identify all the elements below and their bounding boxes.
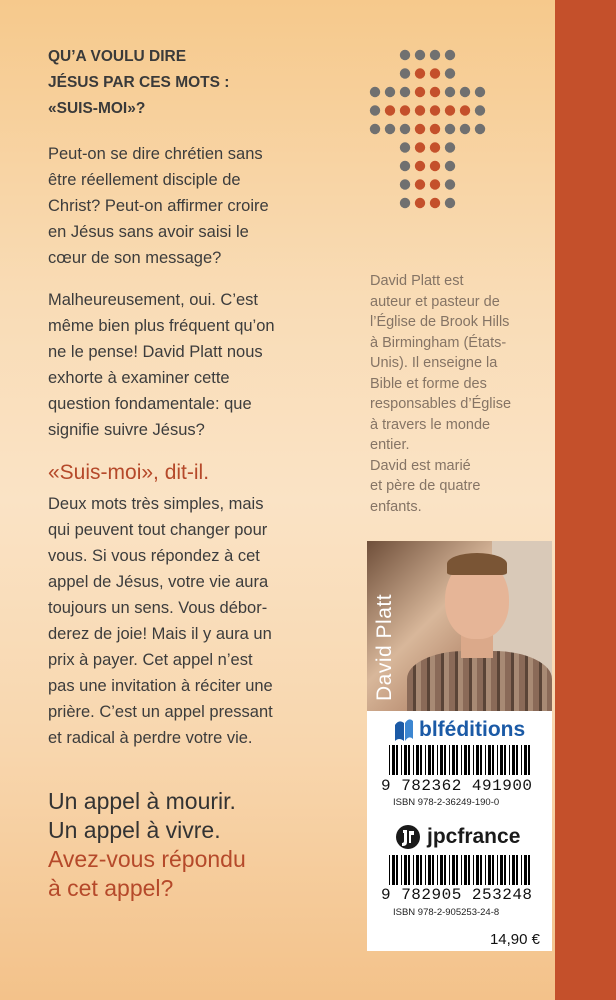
barcode-bar	[497, 745, 498, 775]
barcode-bar	[500, 745, 503, 775]
barcode-bar	[473, 745, 474, 775]
barcode-bar	[401, 855, 402, 885]
cross-dot	[430, 161, 440, 171]
intro-paragraph	[48, 141, 348, 271]
barcode-bar	[440, 745, 443, 775]
barcode-bar	[404, 745, 407, 775]
cross-dot	[400, 179, 410, 189]
book-icon	[393, 717, 415, 743]
closing-question-line: à cet appel?	[48, 875, 174, 901]
text-line: Deux mots très simples, mais	[48, 495, 264, 513]
publisher-blf-name: blféditions	[419, 718, 526, 741]
author-name-vertical: David Platt	[373, 593, 396, 701]
cross-dot	[400, 161, 410, 171]
barcode-bar	[512, 745, 515, 775]
barcode-bar	[392, 745, 395, 775]
bio-line: Unis). Il enseigne la	[370, 355, 498, 371]
barcode-bar	[509, 745, 510, 775]
third-paragraph	[48, 491, 348, 751]
barcode-bar	[401, 745, 402, 775]
barcode-bar	[492, 855, 494, 885]
barcode-bar	[500, 855, 503, 885]
cross-dot	[400, 68, 410, 78]
cross-dot	[430, 50, 440, 60]
cross-dot	[370, 105, 380, 115]
barcode-bar	[485, 745, 486, 775]
barcode-bar	[516, 745, 518, 775]
text-line: prière. C’est un appel pressant	[48, 703, 273, 721]
barcode-bar	[432, 745, 434, 775]
cross-dot	[430, 105, 440, 115]
cross-dot	[445, 87, 455, 97]
cross-dot	[415, 87, 425, 97]
bio-line: entier.	[370, 437, 410, 453]
cross-dot	[415, 161, 425, 171]
cross-dot	[460, 87, 470, 97]
cross-dot	[445, 68, 455, 78]
barcode-bar	[504, 855, 506, 885]
text-line: pas une invitation à réciter une	[48, 677, 273, 695]
text-line: Peut-on se dire chrétien sans	[48, 145, 263, 163]
cross-dot	[430, 179, 440, 189]
barcode-bar	[444, 855, 446, 885]
barcode-bar	[473, 855, 474, 885]
cross-dot	[460, 105, 470, 115]
cross-dot	[430, 87, 440, 97]
barcode-bar	[437, 855, 438, 885]
text-line: question fondamentale: que	[48, 395, 252, 413]
barcode-bar	[521, 745, 522, 775]
barcode-bar	[437, 745, 438, 775]
bio-line: l’Église de Brook Hills	[370, 314, 510, 330]
barcode-bar	[497, 855, 498, 885]
barcode-bar	[444, 745, 446, 775]
bio-line: et père de quatre	[370, 478, 481, 494]
text-line: derez de joie! Mais il y aura un	[48, 625, 272, 643]
barcode-bar	[528, 855, 530, 885]
bio-line: responsables d’Église	[370, 396, 512, 412]
barcode-1-digits: 9 782362 491900	[381, 777, 533, 795]
text-line: cœur de son message?	[48, 249, 222, 267]
text-line: toujours un sens. Vous débor-	[48, 599, 268, 617]
cross-dot	[415, 142, 425, 152]
barcode-bar	[389, 855, 390, 885]
barcode-bar	[488, 855, 491, 885]
isbn-1: ISBN 978-2-36249-190-0	[393, 797, 500, 808]
cross-dot	[475, 124, 485, 134]
cross-dot	[415, 50, 425, 60]
barcode-2-digits: 9 782905 253248	[381, 886, 533, 904]
barcode-bar	[389, 745, 390, 775]
bio-line: Bible et forme des	[370, 375, 487, 392]
barcode-bar	[488, 745, 491, 775]
barcode-bar	[512, 855, 515, 885]
barcode-bar	[428, 855, 431, 885]
barcode-bar	[509, 855, 510, 885]
barcode-panel	[367, 711, 552, 951]
text-line: appel de Jésus, votre vie aura	[48, 573, 269, 591]
cross-dot	[370, 87, 380, 97]
publisher-blf-logo	[393, 717, 525, 743]
barcode-bar	[449, 855, 450, 885]
barcode-bar	[428, 745, 431, 775]
cross-dot	[400, 198, 410, 208]
barcode-bar	[524, 745, 527, 775]
cross-dot	[415, 68, 425, 78]
bio-line: David est marié	[370, 457, 471, 474]
barcode-bar	[416, 855, 419, 885]
barcode-bar	[476, 745, 479, 775]
barcode-bar	[408, 745, 410, 775]
barcode-bar	[420, 745, 422, 775]
barcode-bar	[396, 745, 398, 775]
barcode-bar	[521, 855, 522, 885]
text-line: être réellement disciple de	[48, 171, 241, 189]
barcode-bar	[452, 745, 455, 775]
photo-hair	[447, 553, 507, 575]
heading-line: JÉSUS PAR CES MOTS :	[48, 74, 230, 91]
barcode-bar	[468, 745, 470, 775]
cross-dot	[400, 50, 410, 60]
barcode-bar	[420, 855, 422, 885]
barcode-bar	[396, 855, 398, 885]
cross-dot	[445, 198, 455, 208]
barcode-bar	[456, 855, 458, 885]
cross-dot	[430, 68, 440, 78]
cross-dot	[400, 142, 410, 152]
closing-line: Un appel à vivre.	[48, 817, 221, 843]
barcode-bar	[524, 855, 527, 885]
cross-dot	[370, 124, 380, 134]
barcode-bar	[476, 855, 479, 885]
barcode-bar	[432, 855, 434, 885]
author-photo	[367, 541, 552, 711]
jpc-emblem-icon	[395, 824, 421, 850]
barcode-bar	[504, 745, 506, 775]
closing-statement	[48, 787, 246, 903]
heading-line: QU’A VOULU DIRE	[48, 48, 187, 65]
bio-line: à Birmingham (États-	[370, 334, 507, 351]
text-line: prix à payer. Cet appel n’est	[48, 651, 253, 669]
cross-dot	[460, 124, 470, 134]
second-paragraph	[48, 287, 348, 443]
barcode-bar	[392, 855, 395, 885]
barcode-bar	[404, 855, 407, 885]
cross-dot	[445, 50, 455, 60]
barcode-2	[389, 855, 535, 885]
book-spine	[555, 0, 616, 1000]
cross-dot	[430, 198, 440, 208]
barcode-bar	[480, 745, 482, 775]
cross-dot	[385, 124, 395, 134]
cover-heading	[48, 44, 368, 122]
author-bio	[370, 271, 550, 517]
cross-dot	[445, 161, 455, 171]
barcode-bar	[480, 855, 482, 885]
barcode-bar	[461, 855, 462, 885]
lead-quote: «Suis-moi», dit-il.	[48, 461, 210, 484]
cross-dot	[385, 87, 395, 97]
bio-line: à travers le monde	[370, 416, 491, 433]
barcode-bar	[408, 855, 410, 885]
barcode-bar	[413, 745, 414, 775]
closing-line: Un appel à mourir.	[48, 788, 236, 814]
text-line: en Jésus sans avoir saisi le	[48, 223, 249, 241]
barcode-bar	[464, 855, 467, 885]
cross-dot	[445, 105, 455, 115]
text-line: Malheureusement, oui. C’est	[48, 291, 259, 309]
barcode-bar	[464, 745, 467, 775]
text-line: même bien plus fréquent qu’on	[48, 317, 275, 335]
cross-dot	[400, 105, 410, 115]
barcode-bar	[425, 745, 426, 775]
bio-line: David Platt est	[370, 273, 464, 289]
barcode-bar	[449, 745, 450, 775]
cross-dot	[445, 179, 455, 189]
text-line: vous. Si vous répondez à cet	[48, 547, 260, 565]
text-line: et radical à perdre votre vie.	[48, 729, 253, 747]
barcode-bar	[425, 855, 426, 885]
barcode-bar	[456, 745, 458, 775]
closing-question-line: Avez-vous répondu	[48, 846, 246, 872]
barcode-bar	[461, 745, 462, 775]
text-line: Christ? Peut-on affirmer croire	[48, 197, 269, 215]
cross-dot	[430, 124, 440, 134]
barcode-bar	[492, 745, 494, 775]
cross-dot	[385, 105, 395, 115]
barcode-bar	[452, 855, 455, 885]
barcode-1	[389, 745, 535, 775]
cross-dot	[400, 124, 410, 134]
cross-dot	[445, 124, 455, 134]
bio-line: auteur et pasteur de	[370, 293, 500, 310]
cross-dot	[445, 142, 455, 152]
dotted-cross-icon	[368, 48, 488, 218]
heading-line: «SUIS-MOI»?	[48, 100, 146, 117]
barcode-bar	[413, 855, 414, 885]
barcode-bar	[440, 855, 443, 885]
text-line: signifie suivre Jésus?	[48, 421, 205, 439]
barcode-bar	[528, 745, 530, 775]
price-tag: 14,90 €	[489, 931, 540, 948]
barcode-bar	[416, 745, 419, 775]
publisher-jpc-logo	[395, 824, 520, 850]
cross-dot	[415, 198, 425, 208]
cross-dot	[475, 87, 485, 97]
barcode-bar	[516, 855, 518, 885]
cross-dot	[400, 87, 410, 97]
cross-dot	[430, 142, 440, 152]
text-line: ne le pense! David Platt nous	[48, 343, 263, 361]
text-line: qui peuvent tout changer pour	[48, 521, 268, 539]
cross-dot	[475, 105, 485, 115]
isbn-2: ISBN 978-2-905253-24-8	[393, 907, 500, 918]
barcode-bar	[485, 855, 486, 885]
publisher-jpc-name: jpcfrance	[427, 825, 521, 848]
cross-dot	[415, 179, 425, 189]
photo-shirt	[407, 651, 552, 711]
cross-dot	[415, 124, 425, 134]
text-line: exhorte à examiner cette	[48, 369, 230, 387]
bio-line: enfants.	[370, 498, 422, 515]
barcode-bar	[468, 855, 470, 885]
cross-dot	[415, 105, 425, 115]
